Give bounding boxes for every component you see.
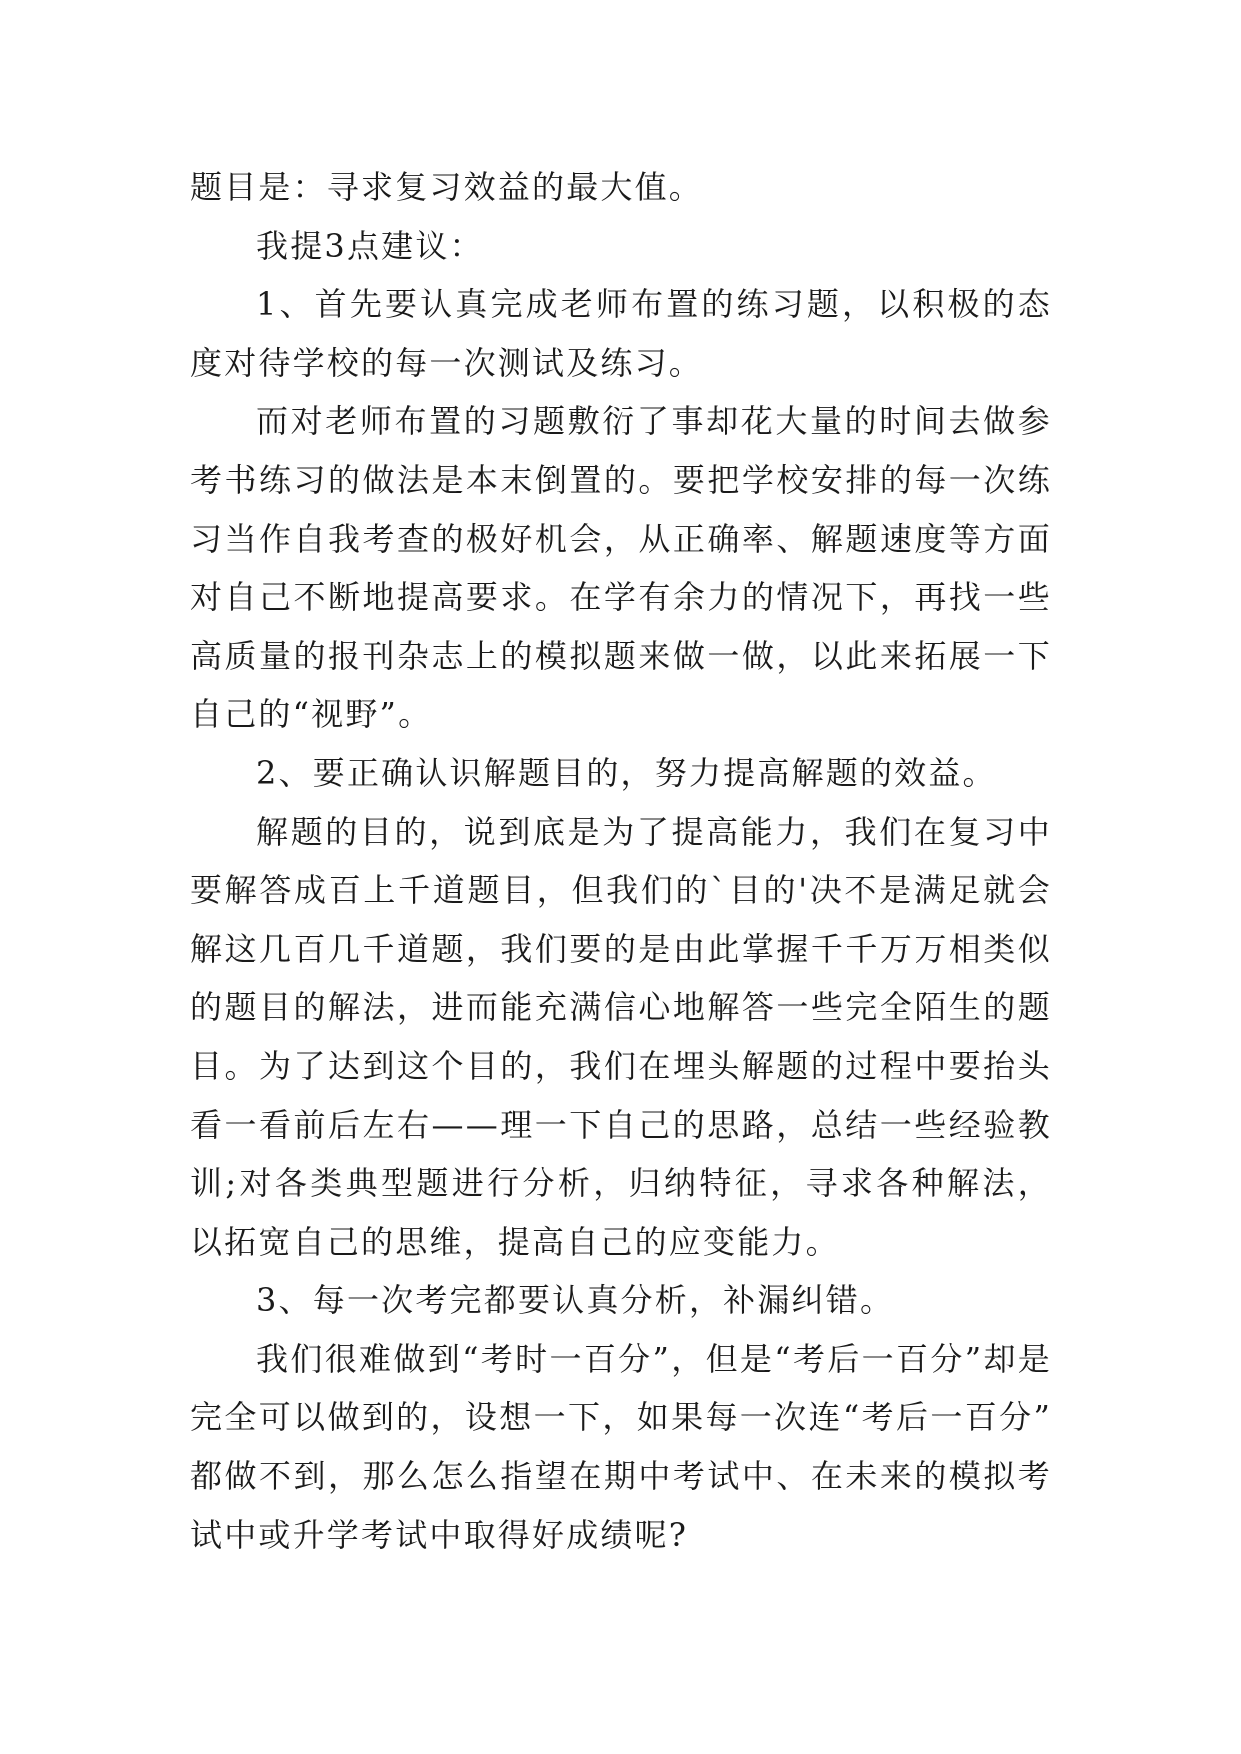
paragraph-point-1-body: 而对老师布置的习题敷衍了事却花大量的时间去做参考书练习的做法是本末倒置的。要把学校安排的每一次练习当作自我考查的极好机会，从正确率、解题速度等方面对自己不断地提高要求。在学有余力的情况下，再找一些高质量的报刊杂志上的模拟题来做一做，以此来拓展一下自己的“视野”。 bbox=[190, 402, 1052, 734]
paragraph-continuation: 题目是：寻求复习效益的最大值。 bbox=[190, 168, 704, 206]
paragraph-intro: 我提3点建议： bbox=[256, 226, 484, 265]
paragraph-point-2-body: 解题的目的，说到底是为了提高能力，我们在复习中要解答成百上千道题目，但我们的`目的'决不是满足就会解这几百几千道题，我们要的是由此掌握千千万万相类似的题目的解法，进而能充满信心地解答一些完全陌生的题目。为了达到这个目的，我们在埋头解题的过程中要抬头看一看前后左右——理一下自己的思路，总结一些经验教训;对各类典型题进行分析，归纳特征，寻求各种解法，以拓宽自己的思维，提高自己的应变能力。 bbox=[190, 812, 1052, 1261]
document-body bbox=[190, 158, 1052, 1564]
paragraph-point-3-body: 我们很难做到“考时一百分”，但是“考后一百分”却是完全可以做到的，设想一下，如果每一次连“考后一百分”都做不到，那么怎么指望在期中考试中、在未来的模拟考试中或升学考试中取得好成绩呢? bbox=[190, 1339, 1052, 1554]
paragraph-point-1-heading: 1、首先要认真完成老师布置的练习题，以积极的态度对待学校的每一次测试及练习。 bbox=[190, 285, 1052, 382]
paragraph-point-2-heading: 2、要正确认识解题目的，努力提高解题的效益。 bbox=[256, 753, 997, 792]
paragraph-point-3-heading: 3、每一次考完都要认真分析，补漏纠错。 bbox=[256, 1281, 895, 1320]
